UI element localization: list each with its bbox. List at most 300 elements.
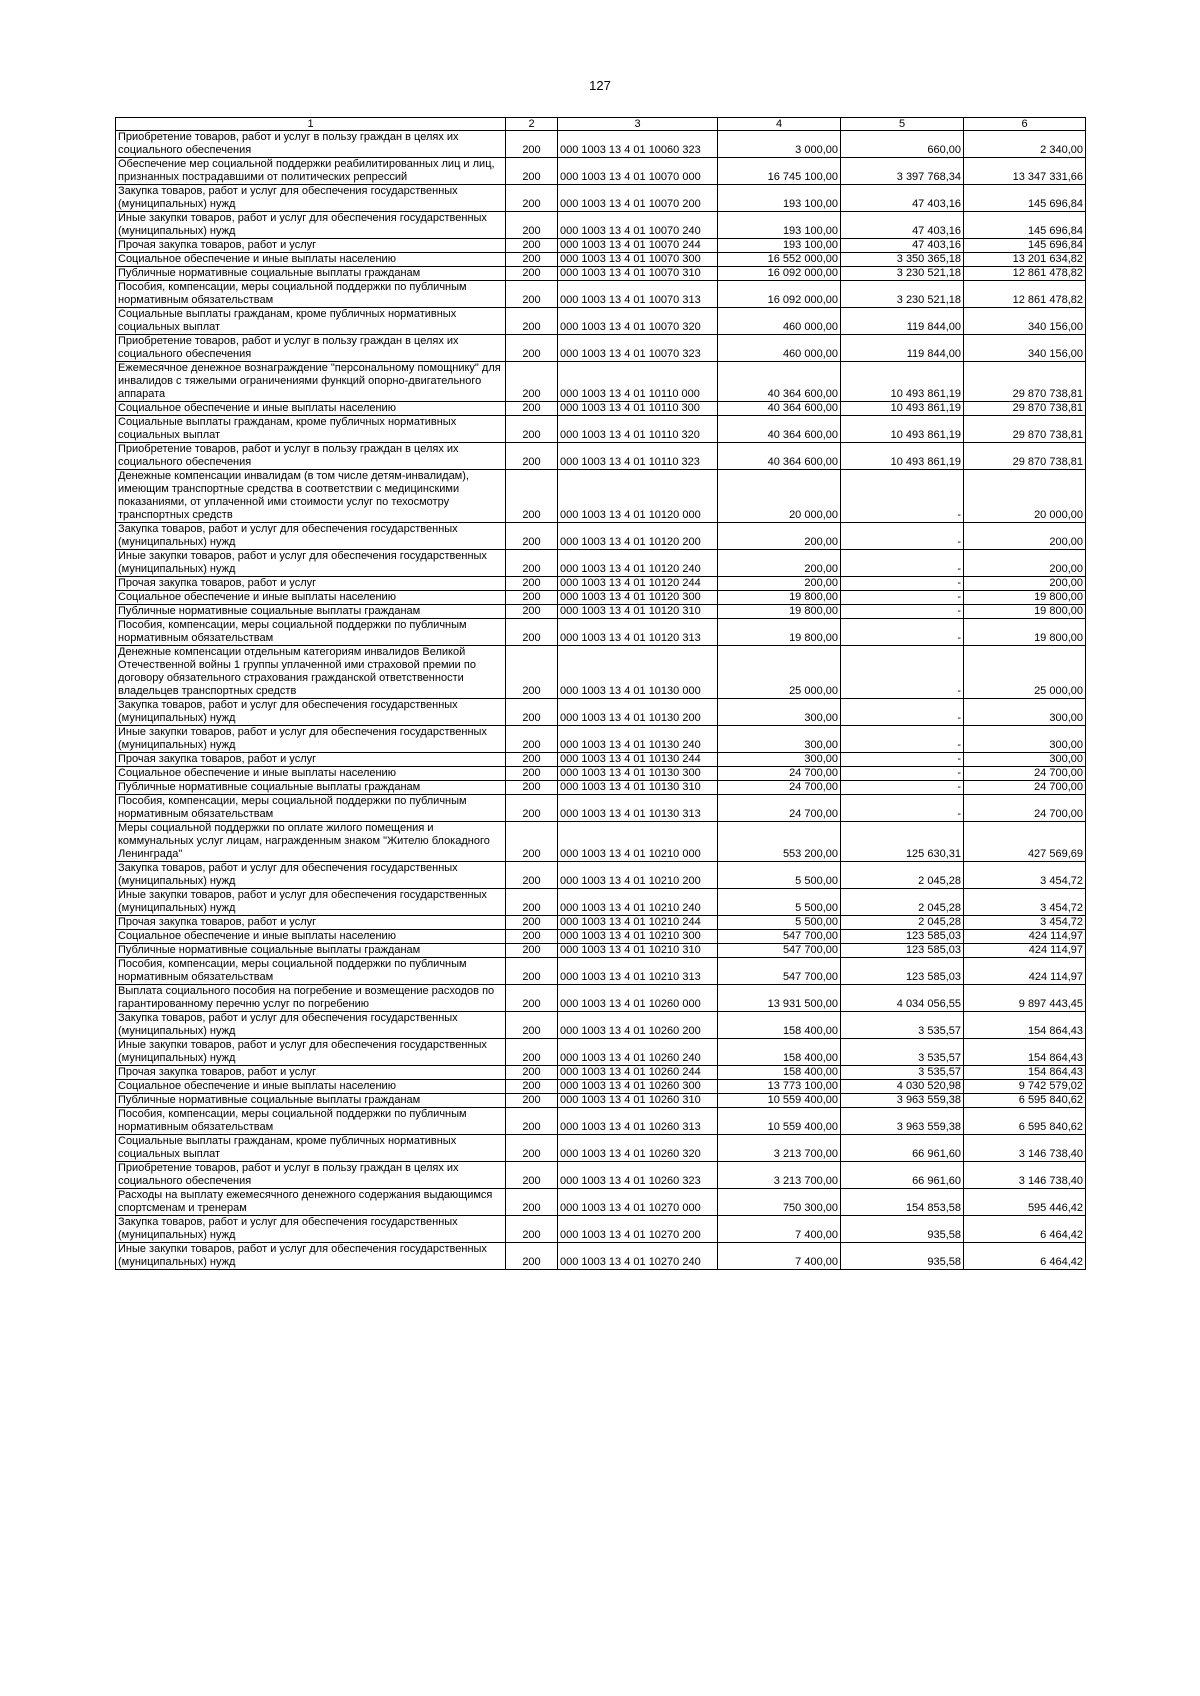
approved-amount-cell: 13 773 100,00 (718, 1080, 841, 1094)
remaining-amount-cell: 300,00 (964, 753, 1086, 767)
table-row (116, 1135, 1086, 1162)
executed-amount-cell: 66 961,60 (841, 1135, 964, 1162)
budget-code-cell: 000 1003 13 4 01 10110 323 (558, 443, 718, 470)
remaining-amount-cell: 340 156,00 (964, 335, 1086, 362)
table-row (116, 889, 1086, 916)
table-row (116, 158, 1086, 185)
remaining-amount-cell: 154 864,43 (964, 1012, 1086, 1039)
budget-code-cell: 000 1003 13 4 01 10110 000 (558, 362, 718, 402)
approved-amount-cell: 19 800,00 (718, 619, 841, 646)
budget-code-cell: 000 1003 13 4 01 10120 310 (558, 605, 718, 619)
budget-code-cell: 000 1003 13 4 01 10130 244 (558, 753, 718, 767)
approved-amount-cell: 158 400,00 (718, 1012, 841, 1039)
executed-amount-cell: 119 844,00 (841, 335, 964, 362)
row-name-cell: Иные закупки товаров, работ и услуг для обеспечения государственных (муниципальных) нужд (116, 889, 506, 916)
executed-amount-cell: 3 963 559,38 (841, 1108, 964, 1135)
approved-amount-cell: 7 400,00 (718, 1243, 841, 1270)
approved-amount-cell: 16 552 000,00 (718, 253, 841, 267)
table-row (116, 253, 1086, 267)
table-row (116, 577, 1086, 591)
admin-code-cell: 200 (506, 1216, 558, 1243)
approved-amount-cell: 13 931 500,00 (718, 985, 841, 1012)
budget-code-cell: 000 1003 13 4 01 10120 240 (558, 550, 718, 577)
executed-amount-cell: - (841, 726, 964, 753)
table-row (116, 1189, 1086, 1216)
header-row (116, 118, 1086, 131)
remaining-amount-cell: 3 146 738,40 (964, 1135, 1086, 1162)
table-row (116, 699, 1086, 726)
remaining-amount-cell: 145 696,84 (964, 185, 1086, 212)
row-name-cell: Приобретение товаров, работ и услуг в пользу граждан в целях их социального обеспечения (116, 131, 506, 158)
row-name-cell: Социальное обеспечение и иные выплаты населению (116, 767, 506, 781)
approved-amount-cell: 10 559 400,00 (718, 1108, 841, 1135)
budget-code-cell: 000 1003 13 4 01 10130 310 (558, 781, 718, 795)
executed-amount-cell: 2 045,28 (841, 916, 964, 930)
row-name-cell: Приобретение товаров, работ и услуг в пользу граждан в целях их социального обеспечения (116, 335, 506, 362)
column-header: 4 (718, 118, 841, 131)
admin-code-cell: 200 (506, 1094, 558, 1108)
budget-code-cell: 000 1003 13 4 01 10260 323 (558, 1162, 718, 1189)
admin-code-cell: 200 (506, 281, 558, 308)
executed-amount-cell: 47 403,16 (841, 239, 964, 253)
executed-amount-cell: 47 403,16 (841, 185, 964, 212)
admin-code-cell: 200 (506, 131, 558, 158)
approved-amount-cell: 24 700,00 (718, 767, 841, 781)
approved-amount-cell: 547 700,00 (718, 930, 841, 944)
row-name-cell: Публичные нормативные социальные выплаты гражданам (116, 1094, 506, 1108)
table-row (116, 1094, 1086, 1108)
admin-code-cell: 200 (506, 781, 558, 795)
approved-amount-cell: 158 400,00 (718, 1066, 841, 1080)
table-row (116, 1243, 1086, 1270)
approved-amount-cell: 3 000,00 (718, 131, 841, 158)
remaining-amount-cell: 3 454,72 (964, 862, 1086, 889)
remaining-amount-cell: 25 000,00 (964, 646, 1086, 699)
approved-amount-cell: 19 800,00 (718, 591, 841, 605)
approved-amount-cell: 5 500,00 (718, 889, 841, 916)
budget-code-cell: 000 1003 13 4 01 10210 244 (558, 916, 718, 930)
table-row (116, 726, 1086, 753)
remaining-amount-cell: 595 446,42 (964, 1189, 1086, 1216)
row-name-cell: Прочая закупка товаров, работ и услуг (116, 1066, 506, 1080)
row-name-cell: Закупка товаров, работ и услуг для обеспечения государственных (муниципальных) нужд (116, 185, 506, 212)
remaining-amount-cell: 29 870 738,81 (964, 416, 1086, 443)
budget-table (115, 117, 1086, 1270)
row-name-cell: Закупка товаров, работ и услуг для обеспечения государственных (муниципальных) нужд (116, 1216, 506, 1243)
budget-code-cell: 000 1003 13 4 01 10210 310 (558, 944, 718, 958)
row-name-cell: Прочая закупка товаров, работ и услуг (116, 916, 506, 930)
remaining-amount-cell: 424 114,97 (964, 944, 1086, 958)
approved-amount-cell: 20 000,00 (718, 470, 841, 523)
table-row (116, 605, 1086, 619)
approved-amount-cell: 16 092 000,00 (718, 267, 841, 281)
row-name-cell: Закупка товаров, работ и услуг для обеспечения государственных (муниципальных) нужд (116, 1012, 506, 1039)
row-name-cell: Пособия, компенсации, меры социальной поддержки по публичным нормативным обязательствам (116, 281, 506, 308)
remaining-amount-cell: 200,00 (964, 550, 1086, 577)
executed-amount-cell: 3 963 559,38 (841, 1094, 964, 1108)
row-name-cell: Публичные нормативные социальные выплаты гражданам (116, 944, 506, 958)
remaining-amount-cell: 29 870 738,81 (964, 362, 1086, 402)
table-row (116, 1162, 1086, 1189)
table-row (116, 646, 1086, 699)
table-row (116, 1080, 1086, 1094)
budget-code-cell: 000 1003 13 4 01 10260 300 (558, 1080, 718, 1094)
row-name-cell: Социальное обеспечение и иные выплаты населению (116, 930, 506, 944)
row-name-cell: Пособия, компенсации, меры социальной поддержки по публичным нормативным обязательствам (116, 1108, 506, 1135)
table-row (116, 1039, 1086, 1066)
budget-code-cell: 000 1003 13 4 01 10130 313 (558, 795, 718, 822)
table-row (116, 362, 1086, 402)
admin-code-cell: 200 (506, 916, 558, 930)
admin-code-cell: 200 (506, 1162, 558, 1189)
remaining-amount-cell: 24 700,00 (964, 795, 1086, 822)
budget-code-cell: 000 1003 13 4 01 10130 240 (558, 726, 718, 753)
row-name-cell: Закупка товаров, работ и услуг для обеспечения государственных (муниципальных) нужд (116, 699, 506, 726)
admin-code-cell: 200 (506, 1080, 558, 1094)
column-header: 2 (506, 118, 558, 131)
remaining-amount-cell: 24 700,00 (964, 767, 1086, 781)
executed-amount-cell: 10 493 861,19 (841, 416, 964, 443)
row-name-cell: Пособия, компенсации, меры социальной поддержки по публичным нормативным обязательствам (116, 958, 506, 985)
approved-amount-cell: 40 364 600,00 (718, 443, 841, 470)
row-name-cell: Прочая закупка товаров, работ и услуг (116, 753, 506, 767)
remaining-amount-cell: 29 870 738,81 (964, 443, 1086, 470)
remaining-amount-cell: 424 114,97 (964, 930, 1086, 944)
row-name-cell: Публичные нормативные социальные выплаты гражданам (116, 267, 506, 281)
row-name-cell: Социальные выплаты гражданам, кроме публичных нормативных социальных выплат (116, 308, 506, 335)
approved-amount-cell: 16 092 000,00 (718, 281, 841, 308)
remaining-amount-cell: 19 800,00 (964, 591, 1086, 605)
table-row (116, 916, 1086, 930)
remaining-amount-cell: 12 861 478,82 (964, 267, 1086, 281)
remaining-amount-cell: 200,00 (964, 523, 1086, 550)
column-header: 6 (964, 118, 1086, 131)
admin-code-cell: 200 (506, 239, 558, 253)
remaining-amount-cell: 340 156,00 (964, 308, 1086, 335)
table-row (116, 1012, 1086, 1039)
remaining-amount-cell: 6 464,42 (964, 1216, 1086, 1243)
budget-code-cell: 000 1003 13 4 01 10110 300 (558, 402, 718, 416)
admin-code-cell: 200 (506, 1189, 558, 1216)
budget-code-cell: 000 1003 13 4 01 10070 240 (558, 212, 718, 239)
remaining-amount-cell: 300,00 (964, 726, 1086, 753)
row-name-cell: Ежемесячное денежное вознаграждение "персональному помощнику" для инвалидов с тяжелыми ограничениями функций опорно-двигательного аппарата (116, 362, 506, 402)
admin-code-cell: 200 (506, 646, 558, 699)
remaining-amount-cell: 424 114,97 (964, 958, 1086, 985)
budget-code-cell: 000 1003 13 4 01 10210 240 (558, 889, 718, 916)
executed-amount-cell: 123 585,03 (841, 944, 964, 958)
executed-amount-cell: - (841, 795, 964, 822)
admin-code-cell: 200 (506, 930, 558, 944)
table-row (116, 781, 1086, 795)
approved-amount-cell: 200,00 (718, 523, 841, 550)
approved-amount-cell: 3 213 700,00 (718, 1135, 841, 1162)
executed-amount-cell: - (841, 699, 964, 726)
approved-amount-cell: 193 100,00 (718, 212, 841, 239)
table-row (116, 1108, 1086, 1135)
row-name-cell: Денежные компенсации инвалидам (в том числе детям-инвалидам), имеющим транспортные средства в соответствии с медицинскими показаниями, от уплаченной ими стоимости услуг по техосмотру транспортных средств (116, 470, 506, 523)
executed-amount-cell: 125 630,31 (841, 822, 964, 862)
budget-code-cell: 000 1003 13 4 01 10070 320 (558, 308, 718, 335)
executed-amount-cell: 2 045,28 (841, 889, 964, 916)
admin-code-cell: 200 (506, 1135, 558, 1162)
remaining-amount-cell: 20 000,00 (964, 470, 1086, 523)
executed-amount-cell: - (841, 767, 964, 781)
remaining-amount-cell: 145 696,84 (964, 212, 1086, 239)
budget-code-cell: 000 1003 13 4 01 10260 320 (558, 1135, 718, 1162)
column-header: 3 (558, 118, 718, 131)
budget-code-cell: 000 1003 13 4 01 10070 200 (558, 185, 718, 212)
table-row (116, 470, 1086, 523)
budget-code-cell: 000 1003 13 4 01 10070 244 (558, 239, 718, 253)
remaining-amount-cell: 6 595 840,62 (964, 1094, 1086, 1108)
row-name-cell: Прочая закупка товаров, работ и услуг (116, 577, 506, 591)
admin-code-cell: 200 (506, 402, 558, 416)
executed-amount-cell: 123 585,03 (841, 930, 964, 944)
row-name-cell: Меры социальной поддержки по оплате жилого помещения и коммунальных услуг лицам, награжденным знаком "Жителю блокадного Ленинграда" (116, 822, 506, 862)
executed-amount-cell: 935,58 (841, 1243, 964, 1270)
admin-code-cell: 200 (506, 212, 558, 239)
approved-amount-cell: 300,00 (718, 699, 841, 726)
table-row (116, 1216, 1086, 1243)
table-row (116, 402, 1086, 416)
approved-amount-cell: 300,00 (718, 753, 841, 767)
executed-amount-cell: - (841, 591, 964, 605)
budget-code-cell: 000 1003 13 4 01 10260 313 (558, 1108, 718, 1135)
remaining-amount-cell: 29 870 738,81 (964, 402, 1086, 416)
executed-amount-cell: - (841, 781, 964, 795)
approved-amount-cell: 193 100,00 (718, 239, 841, 253)
table-row (116, 930, 1086, 944)
executed-amount-cell: 3 230 521,18 (841, 281, 964, 308)
executed-amount-cell: 119 844,00 (841, 308, 964, 335)
table-row (116, 767, 1086, 781)
table-row (116, 131, 1086, 158)
budget-code-cell: 000 1003 13 4 01 10070 000 (558, 158, 718, 185)
budget-code-cell: 000 1003 13 4 01 10070 300 (558, 253, 718, 267)
approved-amount-cell: 200,00 (718, 577, 841, 591)
approved-amount-cell: 40 364 600,00 (718, 402, 841, 416)
admin-code-cell: 200 (506, 944, 558, 958)
table-row (116, 985, 1086, 1012)
table-row (116, 822, 1086, 862)
column-header: 5 (841, 118, 964, 131)
approved-amount-cell: 5 500,00 (718, 916, 841, 930)
row-name-cell: Иные закупки товаров, работ и услуг для обеспечения государственных (муниципальных) нужд (116, 726, 506, 753)
executed-amount-cell: - (841, 523, 964, 550)
row-name-cell: Социальные выплаты гражданам, кроме публичных нормативных социальных выплат (116, 416, 506, 443)
approved-amount-cell: 24 700,00 (718, 795, 841, 822)
table-row (116, 335, 1086, 362)
budget-code-cell: 000 1003 13 4 01 10270 000 (558, 1189, 718, 1216)
admin-code-cell: 200 (506, 591, 558, 605)
budget-code-cell: 000 1003 13 4 01 10210 000 (558, 822, 718, 862)
executed-amount-cell: 10 493 861,19 (841, 402, 964, 416)
budget-code-cell: 000 1003 13 4 01 10070 323 (558, 335, 718, 362)
budget-code-cell: 000 1003 13 4 01 10130 000 (558, 646, 718, 699)
row-name-cell: Социальное обеспечение и иные выплаты населению (116, 591, 506, 605)
budget-code-cell: 000 1003 13 4 01 10270 200 (558, 1216, 718, 1243)
admin-code-cell: 200 (506, 523, 558, 550)
executed-amount-cell: 935,58 (841, 1216, 964, 1243)
table-row (116, 212, 1086, 239)
row-name-cell: Приобретение товаров, работ и услуг в пользу граждан в целях их социального обеспечения (116, 443, 506, 470)
admin-code-cell: 200 (506, 470, 558, 523)
admin-code-cell: 200 (506, 1243, 558, 1270)
admin-code-cell: 200 (506, 619, 558, 646)
row-name-cell: Выплата социального пособия на погребение и возмещение расходов по гарантированному перечню услуг по погребению (116, 985, 506, 1012)
executed-amount-cell: - (841, 605, 964, 619)
admin-code-cell: 200 (506, 267, 558, 281)
table-row (116, 267, 1086, 281)
table-row (116, 1066, 1086, 1080)
admin-code-cell: 200 (506, 158, 558, 185)
row-name-cell: Социальные выплаты гражданам, кроме публичных нормативных социальных выплат (116, 1135, 506, 1162)
admin-code-cell: 200 (506, 889, 558, 916)
admin-code-cell: 200 (506, 550, 558, 577)
approved-amount-cell: 460 000,00 (718, 335, 841, 362)
budget-code-cell: 000 1003 13 4 01 10120 200 (558, 523, 718, 550)
remaining-amount-cell: 9 742 579,02 (964, 1080, 1086, 1094)
remaining-amount-cell: 427 569,69 (964, 822, 1086, 862)
remaining-amount-cell: 19 800,00 (964, 619, 1086, 646)
approved-amount-cell: 19 800,00 (718, 605, 841, 619)
remaining-amount-cell: 154 864,43 (964, 1066, 1086, 1080)
admin-code-cell: 200 (506, 416, 558, 443)
remaining-amount-cell: 300,00 (964, 699, 1086, 726)
budget-code-cell: 000 1003 13 4 01 10130 300 (558, 767, 718, 781)
executed-amount-cell: 2 045,28 (841, 862, 964, 889)
approved-amount-cell: 553 200,00 (718, 822, 841, 862)
table-row (116, 944, 1086, 958)
admin-code-cell: 200 (506, 1039, 558, 1066)
approved-amount-cell: 300,00 (718, 726, 841, 753)
remaining-amount-cell: 13 201 634,82 (964, 253, 1086, 267)
table-row (116, 550, 1086, 577)
executed-amount-cell: 4 030 520,98 (841, 1080, 964, 1094)
admin-code-cell: 200 (506, 699, 558, 726)
row-name-cell: Денежные компенсации отдельным категориям инвалидов Великой Отечественной войны 1 группы уплаченной ими страховой премии по договору обязательного страхования гражданской ответственности владельцев транспортных средств (116, 646, 506, 699)
admin-code-cell: 200 (506, 822, 558, 862)
row-name-cell: Закупка товаров, работ и услуг для обеспечения государственных (муниципальных) нужд (116, 862, 506, 889)
executed-amount-cell: 10 493 861,19 (841, 443, 964, 470)
row-name-cell: Прочая закупка товаров, работ и услуг (116, 239, 506, 253)
row-name-cell: Иные закупки товаров, работ и услуг для обеспечения государственных (муниципальных) нужд (116, 1243, 506, 1270)
executed-amount-cell: 3 535,57 (841, 1039, 964, 1066)
admin-code-cell: 200 (506, 1012, 558, 1039)
executed-amount-cell: 3 350 365,18 (841, 253, 964, 267)
admin-code-cell: 200 (506, 795, 558, 822)
budget-code-cell: 000 1003 13 4 01 10210 300 (558, 930, 718, 944)
row-name-cell: Иные закупки товаров, работ и услуг для обеспечения государственных (муниципальных) нужд (116, 212, 506, 239)
remaining-amount-cell: 3 454,72 (964, 916, 1086, 930)
table-row (116, 862, 1086, 889)
table-row (116, 308, 1086, 335)
row-name-cell: Социальное обеспечение и иные выплаты населению (116, 402, 506, 416)
executed-amount-cell: 3 535,57 (841, 1012, 964, 1039)
table-row (116, 523, 1086, 550)
approved-amount-cell: 158 400,00 (718, 1039, 841, 1066)
budget-code-cell: 000 1003 13 4 01 10120 000 (558, 470, 718, 523)
table-row (116, 239, 1086, 253)
admin-code-cell: 200 (506, 362, 558, 402)
remaining-amount-cell: 9 897 443,45 (964, 985, 1086, 1012)
admin-code-cell: 200 (506, 985, 558, 1012)
executed-amount-cell: 47 403,16 (841, 212, 964, 239)
approved-amount-cell: 40 364 600,00 (718, 416, 841, 443)
row-name-cell: Иные закупки товаров, работ и услуг для обеспечения государственных (муниципальных) нужд (116, 1039, 506, 1066)
row-name-cell: Социальное обеспечение и иные выплаты населению (116, 1080, 506, 1094)
admin-code-cell: 200 (506, 958, 558, 985)
approved-amount-cell: 5 500,00 (718, 862, 841, 889)
approved-amount-cell: 547 700,00 (718, 958, 841, 985)
admin-code-cell: 200 (506, 605, 558, 619)
approved-amount-cell: 750 300,00 (718, 1189, 841, 1216)
table-row (116, 795, 1086, 822)
approved-amount-cell: 24 700,00 (718, 781, 841, 795)
budget-code-cell: 000 1003 13 4 01 10260 310 (558, 1094, 718, 1108)
executed-amount-cell: - (841, 470, 964, 523)
remaining-amount-cell: 3 146 738,40 (964, 1162, 1086, 1189)
row-name-cell: Иные закупки товаров, работ и услуг для обеспечения государственных (муниципальных) нужд (116, 550, 506, 577)
budget-code-cell: 000 1003 13 4 01 10120 244 (558, 577, 718, 591)
table-row (116, 443, 1086, 470)
table-row (116, 958, 1086, 985)
executed-amount-cell: 123 585,03 (841, 958, 964, 985)
remaining-amount-cell: 6 595 840,62 (964, 1108, 1086, 1135)
remaining-amount-cell: 200,00 (964, 577, 1086, 591)
row-name-cell: Приобретение товаров, работ и услуг в пользу граждан в целях их социального обеспечения (116, 1162, 506, 1189)
approved-amount-cell: 25 000,00 (718, 646, 841, 699)
approved-amount-cell: 193 100,00 (718, 185, 841, 212)
approved-amount-cell: 7 400,00 (718, 1216, 841, 1243)
budget-code-cell: 000 1003 13 4 01 10210 200 (558, 862, 718, 889)
row-name-cell: Публичные нормативные социальные выплаты гражданам (116, 781, 506, 795)
table-row (116, 185, 1086, 212)
row-name-cell: Пособия, компенсации, меры социальной поддержки по публичным нормативным обязательствам (116, 795, 506, 822)
row-name-cell: Публичные нормативные социальные выплаты гражданам (116, 605, 506, 619)
budget-code-cell: 000 1003 13 4 01 10130 200 (558, 699, 718, 726)
executed-amount-cell: 66 961,60 (841, 1162, 964, 1189)
executed-amount-cell: - (841, 753, 964, 767)
executed-amount-cell: 4 034 056,55 (841, 985, 964, 1012)
row-name-cell: Социальное обеспечение и иные выплаты населению (116, 253, 506, 267)
approved-amount-cell: 460 000,00 (718, 308, 841, 335)
remaining-amount-cell: 145 696,84 (964, 239, 1086, 253)
admin-code-cell: 200 (506, 253, 558, 267)
budget-code-cell: 000 1003 13 4 01 10260 244 (558, 1066, 718, 1080)
budget-code-cell: 000 1003 13 4 01 10110 320 (558, 416, 718, 443)
budget-code-cell: 000 1003 13 4 01 10270 240 (558, 1243, 718, 1270)
executed-amount-cell: - (841, 577, 964, 591)
budget-code-cell: 000 1003 13 4 01 10210 313 (558, 958, 718, 985)
admin-code-cell: 200 (506, 335, 558, 362)
admin-code-cell: 200 (506, 1108, 558, 1135)
approved-amount-cell: 3 213 700,00 (718, 1162, 841, 1189)
budget-code-cell: 000 1003 13 4 01 10120 300 (558, 591, 718, 605)
admin-code-cell: 200 (506, 862, 558, 889)
executed-amount-cell: - (841, 619, 964, 646)
row-name-cell: Расходы на выплату ежемесячного денежного содержания выдающимся спортсменам и тренерам (116, 1189, 506, 1216)
admin-code-cell: 200 (506, 753, 558, 767)
remaining-amount-cell: 154 864,43 (964, 1039, 1086, 1066)
remaining-amount-cell: 6 464,42 (964, 1243, 1086, 1270)
executed-amount-cell: 10 493 861,19 (841, 362, 964, 402)
remaining-amount-cell: 12 861 478,82 (964, 281, 1086, 308)
executed-amount-cell: 154 853,58 (841, 1189, 964, 1216)
row-name-cell: Обеспечение мер социальной поддержки реабилитированных лиц и лиц, признанных пострадавшими от политических репрессий (116, 158, 506, 185)
approved-amount-cell: 40 364 600,00 (718, 362, 841, 402)
